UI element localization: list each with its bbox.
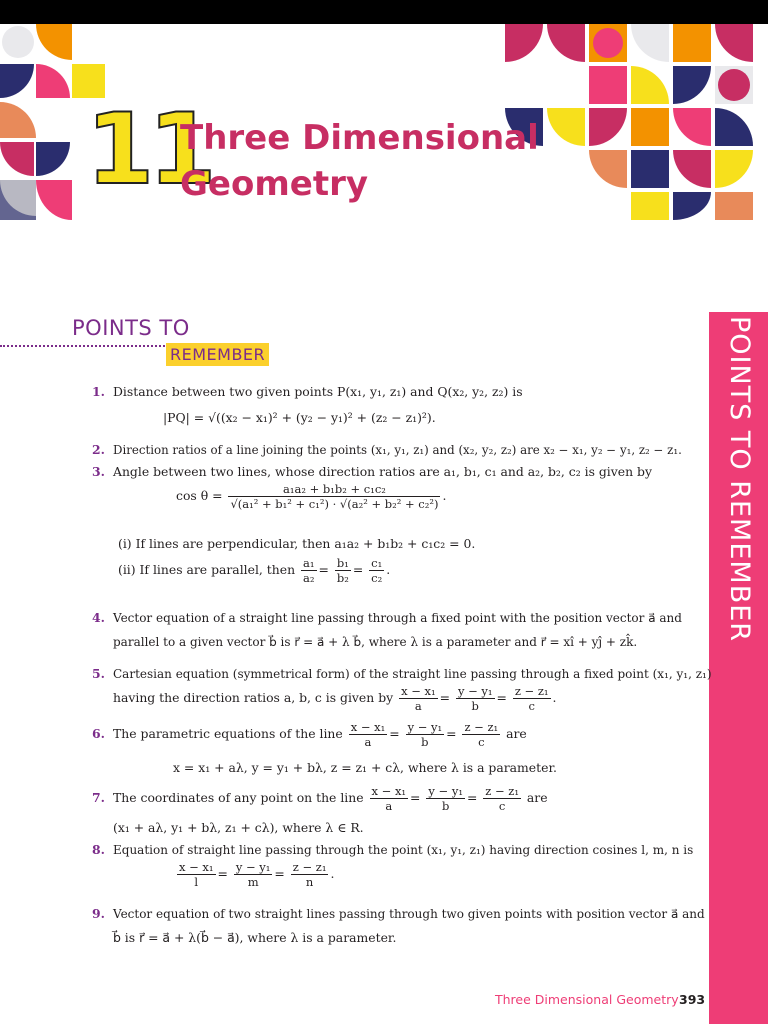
numerator: b₁ — [336, 556, 349, 570]
item-text-2: parallel to a given vector b⃗ is r⃗ = a⃗ + λ b⃗, where λ is a parameter and r⃗ = xî + yĵ + zk̂. — [113, 635, 638, 649]
fraction — [406, 720, 445, 749]
fraction — [291, 860, 329, 889]
item-number: 7. — [92, 790, 105, 805]
numerator: z − z₁ — [292, 860, 327, 874]
denominator: c₂ — [371, 571, 383, 585]
item-text: Distance between two given points P(x₁, y₁, z₁) and Q(x₂, y₂, z₂) is — [113, 384, 523, 399]
fraction — [369, 556, 384, 585]
numerator: y − y₁ — [428, 784, 463, 798]
numerator: a₁ — [303, 556, 315, 570]
distance-formula: |PQ| = √((x₂ − x₁)² + (y₂ − y₁)² + (z₂ − z₁)²). — [163, 410, 436, 425]
cosine-lhs: cos θ = — [176, 488, 223, 503]
denominator: b — [421, 735, 429, 749]
denominator: c — [498, 799, 506, 813]
numerator: c₁ — [371, 556, 383, 570]
fraction — [370, 784, 409, 813]
side-banner-label: POINTS TO REMEMBER — [724, 316, 755, 643]
item-text: Angle between two lines, whose direction ratios are a₁, b₁, c₁ and a₂, b₂, c₂ is given by — [113, 464, 652, 479]
numerator: z − z₁ — [464, 720, 499, 734]
numerator: x − x₁ — [371, 784, 407, 798]
item-number: 5. — [92, 666, 105, 681]
cosine-denominator: √(a₁² + b₁² + c₁²) · √(a₂² + b₂² + c₂²) — [230, 497, 439, 511]
fraction — [513, 684, 551, 713]
item-number: 2. — [92, 442, 105, 457]
cosine-fraction — [228, 482, 440, 511]
parametric-equations: x = x₁ + aλ, y = y₁ + bλ, z = z₁ + cλ, where λ is a parameter. — [173, 760, 557, 775]
chapter-title-line1: Three Dimensional — [180, 118, 539, 158]
chapter-number: 11 — [86, 93, 211, 207]
denominator: n — [305, 875, 314, 889]
fraction — [301, 556, 316, 585]
cartesian-equation: having the direction ratios a, b, c is given by $\frac{\text{x − x₁}}{a}$ = $\frac{\text{y − y₁}}{b}$ = $\frac{\text{z − z₁}}{c}$ . — [113, 684, 557, 713]
parametric-line: The parametric equations of the line $\frac{\text{x − x₁}}{a}$ = $\frac{\text{y − y₁}}{b}$ = $\frac{\text{z − z₁}}{c}$ are — [113, 720, 527, 749]
denominator: b₂ — [336, 571, 349, 585]
item-text: Equation of straight line passing through the point (x₁, y₁, z₁) having direction cosines l, m, n is — [113, 843, 694, 857]
denominator: c — [528, 699, 535, 713]
item-text-2: (x₁ + aλ, y₁ + bλ, z₁ + cλ), where λ ∈ R. — [113, 820, 364, 835]
item-number: 6. — [92, 726, 105, 741]
direction-cosine-equation: $\frac{\text{x − x₁}}{l}$ = $\frac{\text{y − y₁}}{m}$ = $\frac{\text{z − z₁}}{n}$ . — [179, 860, 335, 889]
parallel-label: (ii) If lines are parallel, then — [118, 562, 296, 577]
item-tail: are — [506, 726, 527, 741]
denominator: a — [364, 735, 372, 749]
fraction — [335, 556, 351, 585]
item-text: Cartesian equation (symmetrical form) of the straight line passing through a fixed point (x₁, y₁, z₁) — [113, 667, 712, 681]
numerator: y − y₁ — [407, 720, 443, 734]
fraction — [234, 860, 273, 889]
item-text: The coordinates of any point on the line — [113, 790, 364, 805]
top-black-bar — [0, 0, 768, 24]
numerator: x − x₁ — [401, 684, 436, 698]
chapter-title-line2: Geometry — [180, 164, 368, 204]
page-number: 393 — [679, 992, 706, 1007]
item-number: 9. — [92, 906, 105, 921]
footer-chapter-title: Three Dimensional Geometry — [495, 992, 679, 1007]
numerator: z − z₁ — [485, 784, 519, 798]
side-banner — [709, 312, 768, 1024]
cosine-formula: cos θ = $\frac{\text{a₁a₂ + b₁b₂ + c₁c₂}}{\text{√(a₁² + b₁² + c₁²) · √(a₂² + b₂² + c₂²)}}$ . — [176, 482, 447, 511]
denominator: c — [478, 735, 485, 749]
item-tail: are — [526, 790, 548, 805]
denominator: l — [194, 875, 199, 889]
item-text-2: b⃗ is r⃗ = a⃗ + λ(b⃗ − a⃗), where λ is a parameter. — [113, 930, 397, 945]
perpendicular-condition: (i) If lines are perpendicular, then a₁a₂ + b₁b₂ + c₁c₂ = 0. — [118, 536, 476, 551]
section-heading: POINTS TO — [72, 316, 190, 340]
item-number: 8. — [92, 842, 105, 857]
denominator: m — [247, 875, 259, 889]
section-heading-highlight: REMEMBER — [166, 343, 269, 366]
line-point: The coordinates of any point on the line $\frac{\text{x − x₁}}{a}$ = $\frac{\text{y − y₁}}{b}$ = $\frac{\text{z − z₁}}{c}$ are — [113, 784, 548, 813]
item-text: Vector equation of two straight lines passing through two given points with position vector a⃗ and — [113, 907, 705, 921]
denominator: a — [385, 799, 393, 813]
fraction — [177, 860, 216, 889]
item-text: Vector equation of a straight line passing through a fixed point with the position vector a⃗ and — [113, 611, 682, 625]
fraction — [426, 784, 465, 813]
item-number: 4. — [92, 610, 105, 625]
numerator: y − y₁ — [457, 684, 493, 698]
numerator: x − x₁ — [179, 860, 214, 874]
denominator: b — [471, 699, 479, 713]
cosine-numerator: a₁a₂ + b₁b₂ + c₁c₂ — [228, 482, 440, 497]
denominator: b — [441, 799, 450, 813]
item-text: The parametric equations of the line — [113, 726, 343, 741]
numerator: z − z₁ — [514, 684, 549, 698]
fraction — [349, 720, 388, 749]
denominator: a — [414, 699, 422, 713]
item-text-2: having the direction ratios a, b, c is given by — [113, 690, 394, 705]
fraction — [399, 684, 438, 713]
item-number: 3. — [92, 464, 105, 479]
chapter-title — [180, 115, 539, 207]
numerator: x − x₁ — [350, 720, 386, 734]
parallel-condition: (ii) If lines are parallel, then $\frac{\text{a₁}}{\text{a₂}}$ = $\frac{\text{b₁}}{\text{b₂}}$ = $\frac{\text{c₁}}{\text{c₂}}$ . — [118, 556, 391, 585]
item-number: 1. — [92, 384, 105, 399]
fraction — [456, 684, 495, 713]
item-text: Direction ratios of a line joining the points (x₁, y₁, z₁) and (x₂, y₂, z₂) are x₂ − x₁, y₂ − y₁, z₂ − z₁. — [113, 443, 682, 457]
denominator: a₂ — [303, 571, 315, 585]
decorative-pattern-right — [505, 24, 768, 220]
fraction — [483, 784, 521, 813]
numerator: y − y₁ — [235, 860, 271, 874]
fraction — [462, 720, 500, 749]
